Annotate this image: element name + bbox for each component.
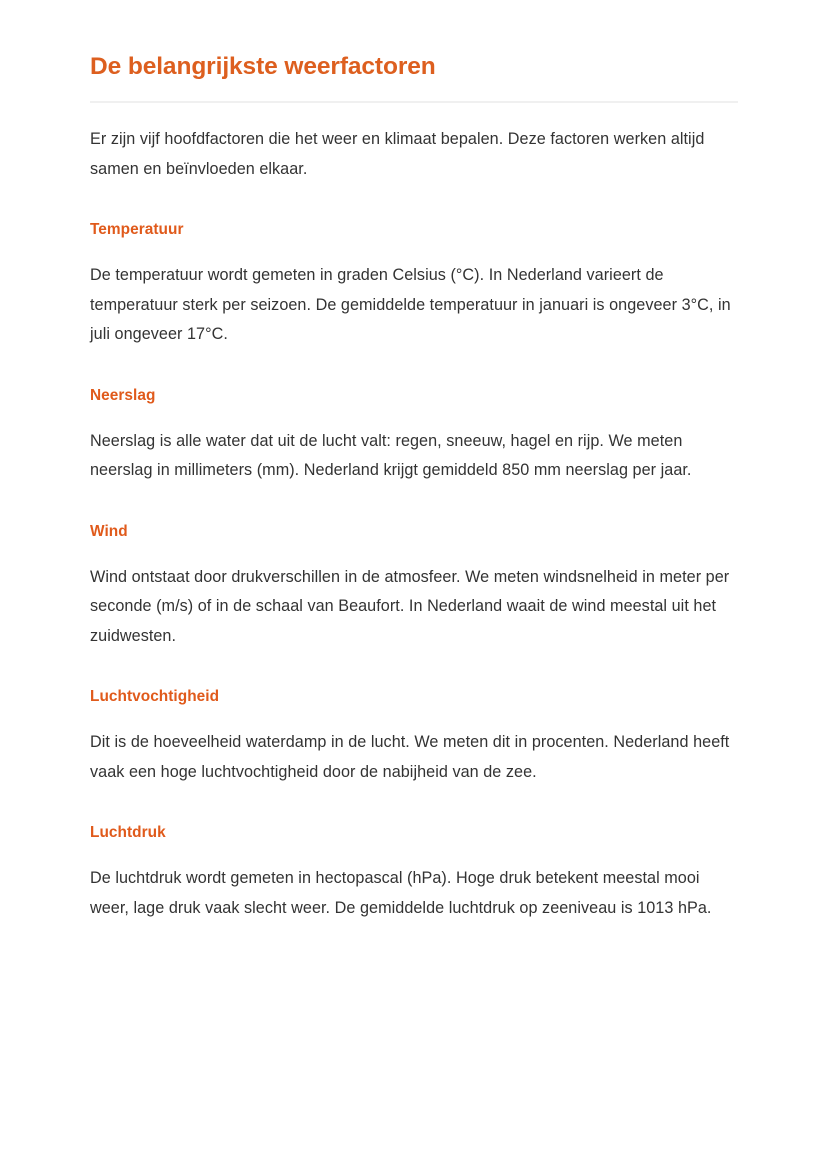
section-temperatuur [90,220,738,350]
section-body-luchtdruk: De luchtdruk wordt gemeten in hectopascal (hPa). Hoge druk betekent meestal mooi weer, lage druk vaak slecht weer. De gemiddelde luchtdruk op zeeniveau is 1013 hPa. [90,869,712,917]
section-body-neerslag: Neerslag is alle water dat uit de lucht valt: regen, sneeuw, hagel en rijp. We meten neerslag in millimeters (mm). Nederland krijgt gemiddeld 850 mm neerslag per jaar. [90,431,692,479]
section-heading-temperatuur: Temperatuur [90,221,184,238]
section-heading-neerslag: Neerslag [90,386,156,404]
section-heading-wind: Wind [90,522,128,540]
title-divider [90,101,738,103]
section-heading-luchtvochtigheid: Luchtvochtigheid [90,688,220,705]
section-body-temperatuur: De temperatuur wordt gemeten in graden Celsius (°C). In Nederland varieert de temperatuur sterk per seizoen. De gemiddelde temperatuur in januari is ongeveer 3°C, in juli ongeveer 17°C. [90,266,731,343]
intro-paragraph: Er zijn vijf hoofdfactoren die het weer en klimaat bepalen. Deze factoren werken altijd samen en beïnvloeden elkaar. [90,130,705,178]
section-luchtvochtigheid [90,687,738,787]
section-heading-luchtdruk: Luchtdruk [90,824,166,841]
section-body-luchtvochtigheid: Dit is de hoeveelheid waterdamp in de lucht. We meten dit in procenten. Nederland heeft vaak een hoge luchtvochtigheid door de nabijheid van de zee. [90,733,730,781]
section-neerslag [90,386,738,486]
article-container [90,50,738,923]
section-luchtdruk [90,823,738,923]
page-title: De belangrijkste weerfactoren [90,53,436,80]
section-wind [90,522,738,652]
section-body-wind: Wind ontstaat door drukverschillen in de atmosfeer. We meten windsnelheid in meter per seconde (m/s) of in de schaal van Beaufort. In Nederland waait de wind meestal uit het zuidwesten. [90,567,730,645]
